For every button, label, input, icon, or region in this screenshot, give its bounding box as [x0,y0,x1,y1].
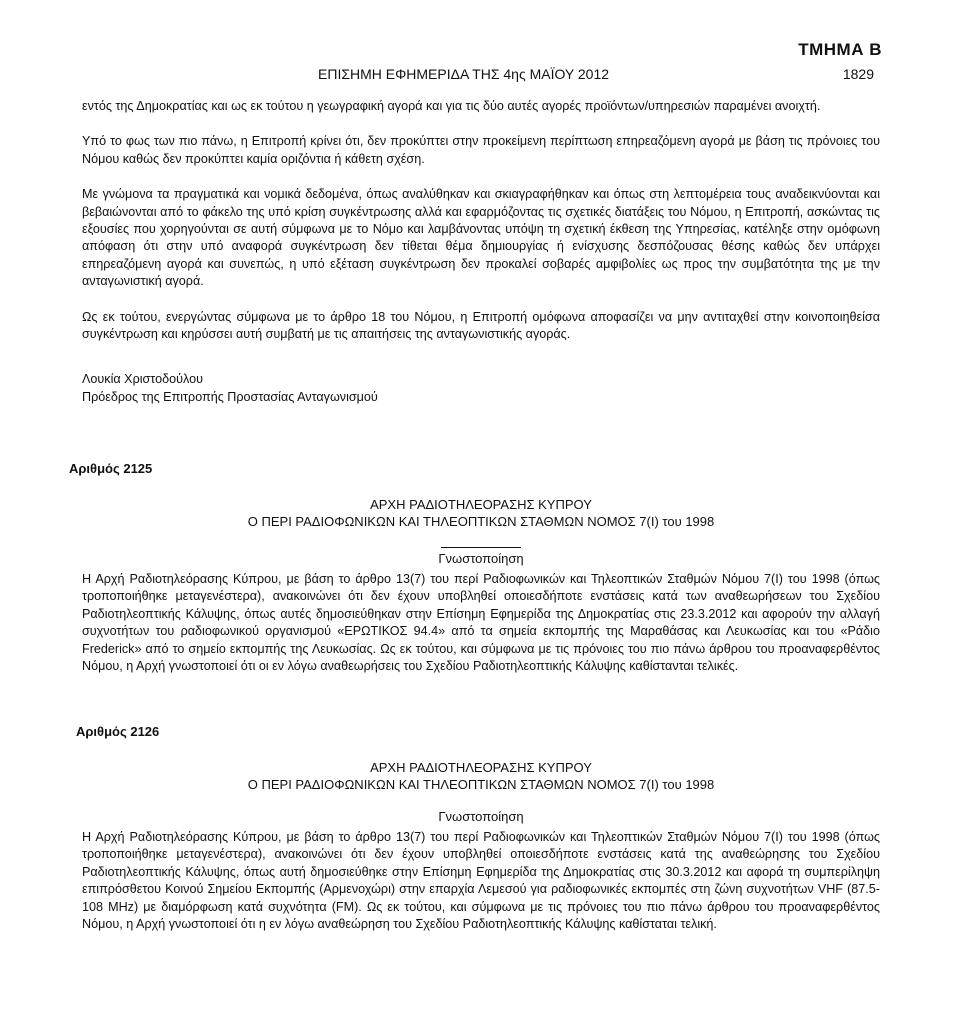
notice-authority: ΑΡΧΗ ΡΑΔΙΟΤΗΛΕΟΡΑΣΗΣ ΚΥΠΡΟΥ [370,496,592,512]
paragraph: Ως εκ τούτου, ενεργώντας σύμφωνα με το άρθρο 18 του Νόμου, η Επιτροπή ομόφωνα αποφασίζει να μην αντιταχθεί στην κοινοποιηθείσα συγκέντρωση και κηρύσσει αυτή συμβατή με τις απαιτήσεις της ανταγωνιστικής αγοράς. [82,309,880,342]
paragraph: εντός της Δημοκρατίας και ως εκ τούτου η γεωγραφική αγορά και για τις δύο αυτές αγορές προϊόντων/υπηρεσιών παραμένει ανοιχτή. [82,99,821,113]
notice-authority: ΑΡΧΗ ΡΑΔΙΟΤΗΛΕΟΡΑΣΗΣ ΚΥΠΡΟΥ [370,759,592,775]
paragraph: Υπό το φως των πιο πάνω, η Επιτροπή κρίνει ότι, δεν προκύπτει στην προκείμενη περίπτωση επηρεαζόμενη αγορά με βάση τις πρόνοιες του Νόμου καθώς δεν προκύπτει καμία οριζόντια ή κάθετη σχέση. [82,134,880,166]
page-number: 1829 [842,66,874,82]
notice-number: Αριθμός 2125 [69,461,153,477]
notice-number: Αριθμός 2126 [76,724,160,740]
signatory-title: Πρόεδρος της Επιτροπής Προστασίας Ανταγωνισμού [82,389,378,404]
notice-heading: Γνωστοποίηση [438,808,524,824]
notice-law-title: Ο ΠΕΡΙ ΡΑΔΙΟΦΩΝΙΚΩΝ ΚΑΙ ΤΗΛΕΟΠΤΙΚΩΝ ΣΤΑΘΜΩΝ ΝΟΜΟΣ 7(Ι) του 1998 [247,514,715,530]
running-header: ΕΠΙΣΗΜΗ ΕΦΗΜΕΡΙΔΑ ΤΗΣ 4ης ΜΑΪΟΥ 2012 [318,66,610,82]
notice-text: Η Αρχή Ραδιοτηλεόρασης Κύπρου, με βάση το άρθρο 13(7) του περί Ραδιοφωνικών και Τηλεοπτικών Σταθμών Νόμου 7(Ι) του 1998 (όπως τροποποιήθηκε μεταγενέστερα), ανακοινώνει ότι δεν έχουν υποβληθεί οποιεσδήποτε ενστάσεις κατά της αναθεώρησης του Σχεδίου Ραδιοτηλεοπτικής Κάλυψης, όπως αυτή δημοσιεύθηκε στην Επίσημη Εφημερίδα της Δημοκρατίας στις 30.3.2012 και αφορά τη συμπερίληψη επιπρόσθετου Κοινού Σημείου Εκπομπής (Αρμενοχώρι) στην επαρχία Λεμεσού για ραδιοφωνικές εκπομπές στη ζώνη συχνοτήτων VHF (87.5-108 MHz) με διαμόρφωση κατά συχνότητα (FM). Ως εκ τούτου, και σύμφωνα με τις πρόνοιες του πιο πάνω άρθρου του προαναφερθέντος Νόμου, η Αρχή γνωστοποιεί ότι η εν λόγω αναθεώρηση του Σχεδίου Ραδιοτηλεοπτικής Κάλυψης καθίσταται τελική. [82,829,880,931]
notice-2125 [69,460,880,675]
divider-rule [441,547,521,548]
notice-law-title: Ο ΠΕΡΙ ΡΑΔΙΟΦΩΝΙΚΩΝ ΚΑΙ ΤΗΛΕΟΠΤΙΚΩΝ ΣΤΑΘΜΩΝ ΝΟΜΟΣ 7(Ι) του 1998 [247,777,715,793]
signature-block [82,371,880,406]
section-label: ΤΜΗΜΑ Β [798,40,882,59]
document-body [69,98,880,933]
notice-heading: Γνωστοποίηση [438,550,524,566]
notice-text: Η Αρχή Ραδιοτηλεόρασης Κύπρου, με βάση το άρθρο 13(7) του περί Ραδιοφωνικών και Τηλεοπτικών Σταθμών Νόμου 7(Ι) του 1998 (όπως τροποποιήθηκε μεταγενέστερα), ανακοινώνει ότι δεν έχουν υποβληθεί οποιεσδήποτε ενστάσεις κατά των αναθεωρήσεων του Σχεδίου Ραδιοτηλεοπτικής Κάλυψης, όπως αυτές δημοσιεύθηκαν στην Επίσημη Εφημερίδα της Δημοκρατίας στις 23.3.2012 και αφορούν την αλλαγή συχνοτήτων του ραδιοφωνικού οργανισμού «ΕΡΩΤΙΚΟΣ 94.4» από τα σημεία εκπομπής της Μαραθάσας και Λευκωσίας και του «Ράδιο Frederick» από το σημείο εκπομπής της Λευκωσίας. Ως εκ τούτου, και σύμφωνα με τις πρόνοιες του πιο πάνω άρθρου του προαναφερθέντος Νόμου, η Αρχή γνωστοποιεί ότι οι εν λόγω αναθεωρήσεις του Σχεδίου Ραδιοτηλεοπτικής Κάλυψης καθίστανται τελικές. [82,571,880,673]
signatory-name: Λουκία Χριστοδούλου [82,372,204,387]
notice-2126 [76,723,880,933]
paragraph: Με γνώμονα τα πραγματικά και νομικά δεδομένα, όπως αναλύθηκαν και σκιαγραφήθηκαν και όπως στη λεπτομέρεια τους αναδεικνύονται και βεβαιώνονται από το φάκελο της υπό κρίση συγκέντρωσης αλλά και εφαρμόζοντας τις σχετικές διατάξεις του Νόμου, η Επιτροπή, ασκώντας τις εξουσίες που χορηγούνται σε αυτή σύμφωνα με το Νόμο και λαμβάνοντας υπόψη τη σχετική έκθεση της Υπηρεσίας, κατέληξε στην ομόφωνη απόφαση ότι στην υπό αναφορά συγκέντρωση δεν τίθεται θέμα δημιουργίας ή ενίσχυσης δεσπόζουσας θέσης καθώς δεν υπάρχει επηρεαζόμενη αγορά και συνεπώς, η υπό εξέταση συγκέντρωση δεν προκαλεί σοβαρές αμφιβολίες ως προς την συμβατότητα της με την ανταγωνιστική αγορά. [82,187,880,289]
